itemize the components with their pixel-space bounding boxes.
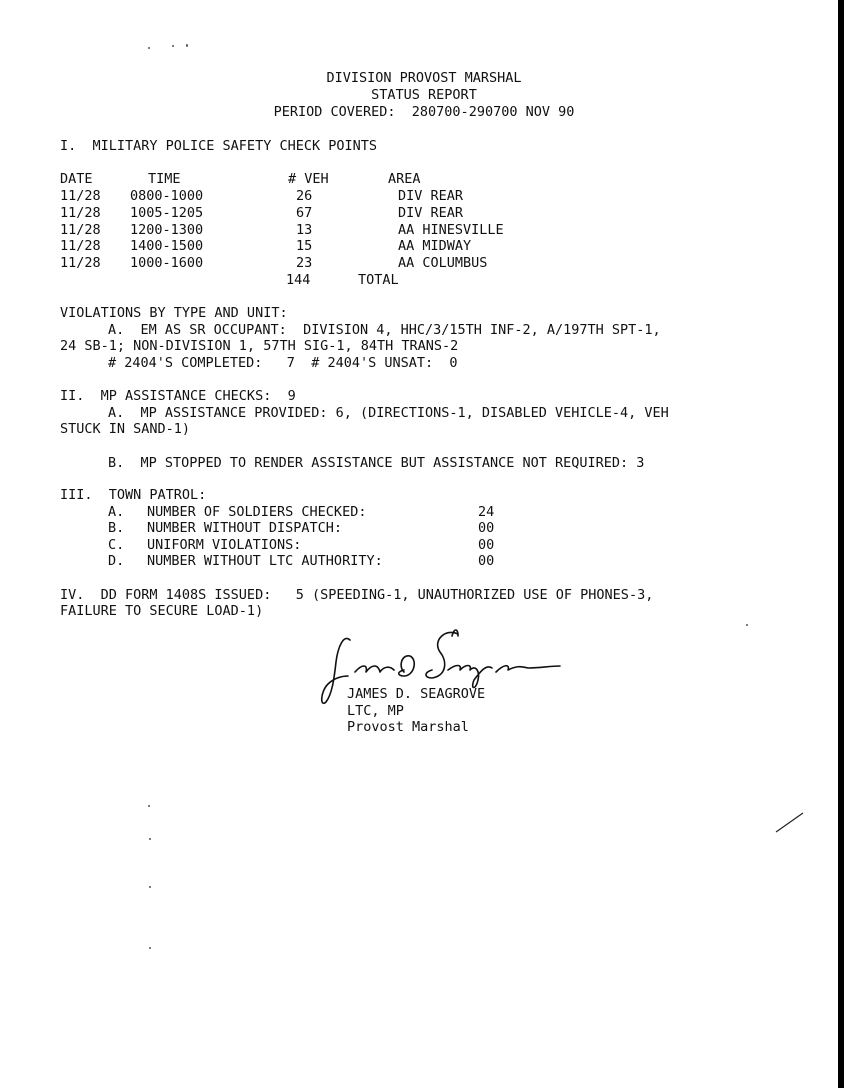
patrol-label: NUMBER OF SOLDIERS CHECKED: xyxy=(147,504,367,520)
column-header-area: AREA xyxy=(388,171,421,187)
violations-title: VIOLATIONS BY TYPE AND UNIT: xyxy=(60,305,288,321)
row-area: DIV REAR xyxy=(398,188,464,204)
total-label: TOTAL xyxy=(358,272,399,288)
scan-speck xyxy=(172,45,174,47)
patrol-label: NUMBER WITHOUT DISPATCH: xyxy=(147,520,343,536)
row-time: 0800-1000 xyxy=(130,188,204,204)
patrol-letter: C. xyxy=(108,537,125,553)
violations-item-a-cont: 24 SB-1; NON-DIVISION 1, 57TH SIG-1, 84TH TRANS-2 xyxy=(60,338,459,354)
report-heading: DIVISION PROVOST MARSHAL xyxy=(326,70,522,86)
assistance-item-b: B. MP STOPPED TO RENDER ASSISTANCE BUT ASSISTANCE NOT REQUIRED: 3 xyxy=(108,455,645,471)
report-subheading: STATUS REPORT xyxy=(371,87,477,103)
row-time: 1000-1600 xyxy=(130,255,204,271)
violations-item-a: A. EM AS SR OCCUPANT: DIVISION 4, HHC/3/15TH INF-2, A/197TH SPT-1, xyxy=(108,322,661,338)
assistance-item-a-cont: STUCK IN SAND-1) xyxy=(60,421,191,437)
patrol-value: 00 xyxy=(478,537,495,553)
section-1-title: I. MILITARY POLICE SAFETY CHECK POINTS xyxy=(60,138,377,154)
signer-rank: LTC, MP xyxy=(347,703,404,719)
patrol-value: 24 xyxy=(478,504,495,520)
patrol-value: 00 xyxy=(478,553,495,569)
row-time: 1200-1300 xyxy=(130,222,204,238)
row-date: 11/28 xyxy=(60,238,101,254)
row-area: DIV REAR xyxy=(398,205,464,221)
assistance-item-a: A. MP ASSISTANCE PROVIDED: 6, (DIRECTIONS-1, DISABLED VEHICLE-4, VEH xyxy=(108,405,669,421)
row-veh: 15 xyxy=(296,238,313,254)
section-2-title: II. MP ASSISTANCE CHECKS: 9 xyxy=(60,388,296,404)
row-veh: 23 xyxy=(296,255,313,271)
row-time: 1400-1500 xyxy=(130,238,204,254)
row-date: 11/28 xyxy=(60,255,101,271)
scan-speck xyxy=(149,838,151,840)
scan-speck xyxy=(746,624,748,626)
row-date: 11/28 xyxy=(60,188,101,204)
row-date: 11/28 xyxy=(60,205,101,221)
patrol-letter: B. xyxy=(108,520,125,536)
row-area: AA HINESVILLE xyxy=(398,222,504,238)
row-area: AA COLUMBUS xyxy=(398,255,488,271)
patrol-label: UNIFORM VIOLATIONS: xyxy=(147,537,302,553)
signer-name: JAMES D. SEAGROVE xyxy=(347,686,486,702)
forms-completed: # 2404'S COMPLETED: 7 # 2404'S UNSAT: 0 xyxy=(108,355,458,371)
scan-speck xyxy=(148,805,150,807)
section-4-line-2: FAILURE TO SECURE LOAD-1) xyxy=(60,603,264,619)
row-veh: 26 xyxy=(296,188,313,204)
scan-speck xyxy=(149,947,151,949)
total-vehicles: 144 xyxy=(286,272,311,288)
patrol-letter: A. xyxy=(108,504,125,520)
column-header-time: TIME xyxy=(148,171,181,187)
scan-speck xyxy=(148,47,150,49)
section-4-line-1: IV. DD FORM 1408S ISSUED: 5 (SPEEDING-1, UNAUTHORIZED USE OF PHONES-3, xyxy=(60,587,654,603)
period-covered: PERIOD COVERED: 280700-290700 NOV 90 xyxy=(273,104,575,120)
patrol-value: 00 xyxy=(478,520,495,536)
scan-speck xyxy=(149,886,151,888)
scan-edge-rule xyxy=(838,0,844,1088)
row-area: AA MIDWAY xyxy=(398,238,472,254)
row-time: 1005-1205 xyxy=(130,205,204,221)
column-header-date: DATE xyxy=(60,171,93,187)
patrol-letter: D. xyxy=(108,553,125,569)
row-date: 11/28 xyxy=(60,222,101,238)
scan-speck xyxy=(186,44,188,47)
signer-title: Provost Marshal xyxy=(347,719,469,735)
column-header-veh: # VEH xyxy=(288,171,329,187)
row-veh: 13 xyxy=(296,222,313,238)
patrol-label: NUMBER WITHOUT LTC AUTHORITY: xyxy=(147,553,383,569)
section-3-title: III. TOWN PATROL: xyxy=(60,487,207,503)
row-veh: 67 xyxy=(296,205,313,221)
